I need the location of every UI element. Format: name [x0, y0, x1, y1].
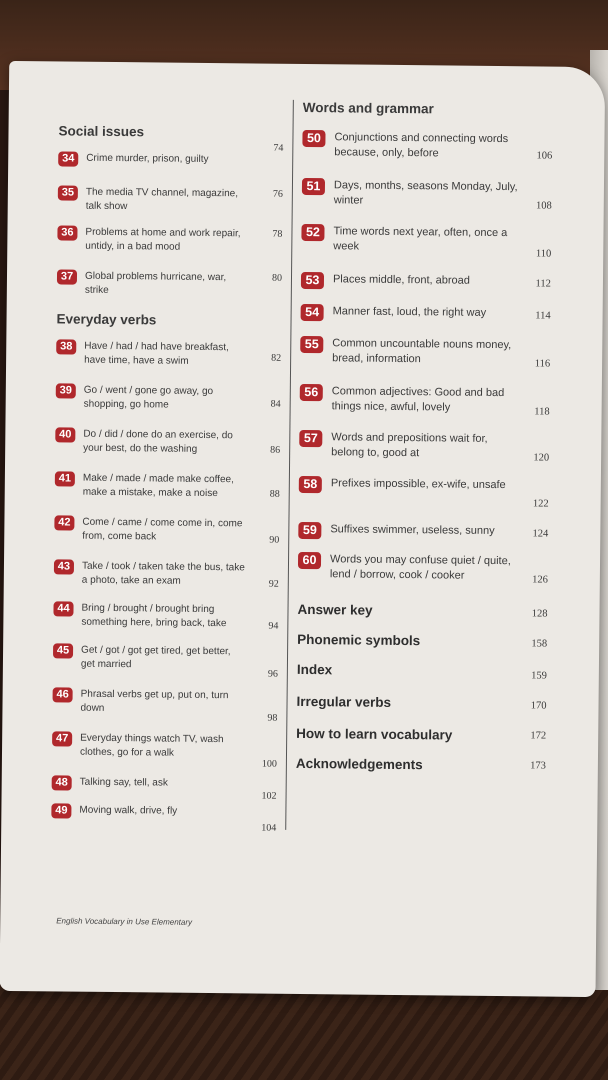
- unit-title: The media TV channel, magazine, talk show: [85, 186, 239, 213]
- page-number: 94: [268, 620, 279, 632]
- unit-title: Do / did / done do an exercise, do your best, do the washing: [83, 428, 233, 455]
- unit-number-badge: 34: [58, 151, 78, 166]
- right-column: [295, 99, 553, 773]
- toc-phonemic-symbols[interactable]: [297, 632, 547, 650]
- unit-number-badge: 42: [54, 515, 74, 530]
- toc-acknowledgements[interactable]: [296, 756, 546, 774]
- page-number: 120: [533, 452, 550, 464]
- book-footer: English Vocabulary in Use Elementary: [56, 916, 193, 927]
- unit-57[interactable]: [299, 430, 550, 464]
- unit-48[interactable]: [52, 775, 277, 802]
- page-number: 74: [273, 142, 284, 154]
- unit-52[interactable]: [302, 224, 552, 260]
- unit-number-badge: 58: [299, 476, 322, 493]
- toc-label: Acknowledgements: [295, 755, 423, 773]
- toc-label: Index: [296, 661, 333, 678]
- unit-title: Prefixes impossible, ex-wife, unsafe: [330, 477, 506, 492]
- unit-43[interactable]: [54, 559, 279, 590]
- toc-label: How to learn vocabulary: [296, 725, 453, 743]
- page-number: 84: [270, 398, 281, 410]
- unit-number-badge: 38: [56, 339, 76, 354]
- unit-number-badge: 48: [52, 775, 72, 790]
- unit-46[interactable]: [53, 687, 278, 724]
- unit-58[interactable]: [299, 476, 549, 510]
- unit-number-badge: 40: [55, 427, 75, 442]
- section-title-social-issues: Social issues: [58, 123, 145, 140]
- unit-title: Make / made / made make coffee, make a mistake, make a noise: [82, 472, 234, 500]
- unit-34[interactable]: [58, 142, 284, 165]
- page-number: 124: [532, 528, 549, 540]
- page-number: 90: [269, 534, 280, 546]
- page-number: 100: [261, 758, 277, 770]
- page-number: 80: [271, 272, 283, 284]
- unit-38[interactable]: [56, 339, 282, 367]
- unit-number-badge: 35: [58, 185, 78, 200]
- toc-irregular-verbs[interactable]: [296, 694, 546, 712]
- unit-title: Come / came / come come in, come from, come back: [82, 516, 243, 543]
- unit-title: Crime murder, prison, guilty: [86, 152, 209, 165]
- unit-title: Common uncountable nouns money, bread, information: [332, 337, 512, 366]
- unit-44[interactable]: [54, 601, 279, 632]
- unit-number-badge: 56: [300, 384, 323, 401]
- unit-title: Bring / brought / brought bring something here, bring back, take: [81, 602, 227, 630]
- unit-title: Everyday things watch TV, wash clothes, go for a walk: [79, 732, 224, 759]
- section-title-words-and-grammar: Words and grammar: [302, 99, 434, 117]
- page-number: 114: [535, 310, 551, 322]
- unit-number-badge: 54: [301, 304, 324, 321]
- unit-title: Get / got / got get tired, get better, get married: [80, 644, 231, 671]
- unit-number-badge: 37: [57, 269, 77, 284]
- toc-label: Irregular verbs: [296, 693, 392, 710]
- page-number: 122: [532, 498, 549, 510]
- unit-60[interactable]: [298, 552, 548, 586]
- unit-title: Time words next year, often, once a week: [333, 225, 508, 253]
- page-number: 116: [534, 358, 551, 370]
- page-number: 92: [268, 578, 279, 590]
- unit-number-badge: 41: [55, 471, 75, 486]
- page-number: 82: [271, 352, 282, 364]
- left-column: [55, 123, 284, 834]
- unit-39[interactable]: [56, 383, 281, 411]
- unit-number-badge: 46: [53, 687, 73, 702]
- unit-title: Places middle, front, abroad: [332, 273, 471, 287]
- unit-title: Go / went / gone go away, go shopping, go home: [83, 384, 214, 411]
- unit-title: Words you may confuse quiet / quite, lend / borrow, cook / cooker: [329, 553, 511, 582]
- toc-how-to-learn-vocabulary[interactable]: [296, 726, 546, 744]
- section-title-everyday-verbs: Everyday verbs: [56, 311, 157, 328]
- unit-number-badge: 51: [302, 178, 325, 195]
- page-number: 86: [270, 444, 281, 456]
- toc-answer-key[interactable]: [297, 602, 547, 620]
- unit-title: Have / had / had have breakfast, have time, have a swim: [84, 340, 229, 367]
- page-number: 96: [267, 668, 278, 680]
- page-number: 173: [530, 760, 546, 772]
- unit-number-badge: 43: [54, 559, 74, 574]
- page-number: 104: [261, 822, 277, 834]
- toc-label: Phonemic symbols: [297, 631, 421, 649]
- unit-title: Common adjectives: Good and bad things nice, awful, lovely: [331, 385, 505, 414]
- unit-40[interactable]: [55, 427, 281, 456]
- unit-number-badge: 52: [301, 224, 324, 241]
- unit-number-badge: 59: [298, 522, 321, 539]
- page-number: 112: [535, 278, 552, 290]
- toc-index[interactable]: [297, 662, 547, 680]
- page-number: 98: [267, 712, 278, 724]
- unit-54[interactable]: [301, 304, 551, 322]
- unit-36[interactable]: [58, 225, 283, 253]
- unit-56[interactable]: [300, 384, 550, 418]
- page-number: 158: [531, 638, 548, 650]
- unit-59[interactable]: [298, 522, 549, 540]
- unit-51[interactable]: [302, 178, 552, 212]
- unit-35[interactable]: [58, 185, 283, 213]
- unit-number-badge: 55: [300, 336, 323, 353]
- unit-number-badge: 49: [51, 803, 71, 818]
- unit-number-badge: 44: [53, 601, 73, 616]
- toc-label: Answer key: [297, 601, 373, 618]
- unit-title: Conjunctions and connecting words because, only, before: [334, 131, 509, 160]
- unit-title: Suffixes swimmer, useless, sunny: [330, 523, 495, 537]
- unit-number-badge: 50: [302, 130, 325, 147]
- unit-number-badge: 39: [56, 383, 76, 398]
- unit-title: Talking say, tell, ask: [79, 776, 168, 789]
- page-number: 172: [530, 730, 547, 742]
- unit-number-badge: 53: [301, 272, 324, 289]
- unit-37[interactable]: [57, 269, 283, 296]
- page-number: 128: [531, 608, 548, 620]
- page-number: 108: [535, 200, 552, 212]
- unit-title: Global problems hurricane, war, strike: [84, 270, 227, 296]
- unit-title: Words and prepositions wait for, belong to, good at: [331, 431, 488, 460]
- unit-42[interactable]: [54, 515, 280, 546]
- unit-49[interactable]: [51, 803, 277, 834]
- page-number: 159: [531, 670, 547, 682]
- column-divider: [285, 100, 294, 830]
- page-number: 126: [532, 574, 548, 586]
- unit-number-badge: 47: [52, 731, 72, 746]
- unit-title: Problems at home and work repair, untidy, in a bad mood: [85, 226, 241, 253]
- unit-title: Days, months, seasons Monday, July, winter: [333, 179, 518, 207]
- unit-title: Take / took / taken take the bus, take a photo, take an exam: [81, 560, 245, 587]
- page-number: 170: [530, 700, 547, 712]
- unit-45[interactable]: [53, 643, 278, 680]
- page-number: 106: [536, 150, 553, 162]
- unit-title: Manner fast, loud, the right way: [332, 305, 487, 319]
- page-number: 76: [272, 188, 283, 200]
- page-number: 102: [261, 790, 277, 802]
- unit-number-badge: 60: [298, 552, 321, 569]
- unit-title: Phrasal verbs get up, put on, turn down: [80, 688, 229, 714]
- page-number: 78: [272, 228, 283, 240]
- unit-55[interactable]: [300, 336, 551, 370]
- page-number: 88: [269, 488, 280, 500]
- unit-47[interactable]: [52, 731, 277, 770]
- page-number: 110: [535, 248, 552, 260]
- unit-number-badge: 57: [299, 430, 322, 447]
- unit-53[interactable]: [301, 272, 552, 290]
- page-number: 118: [534, 406, 550, 418]
- unit-number-badge: 45: [53, 643, 73, 658]
- unit-title: Moving walk, drive, fly: [79, 804, 178, 817]
- unit-41[interactable]: [55, 471, 280, 500]
- unit-50[interactable]: [303, 130, 553, 162]
- book-page: [0, 61, 605, 997]
- unit-number-badge: 36: [57, 225, 77, 240]
